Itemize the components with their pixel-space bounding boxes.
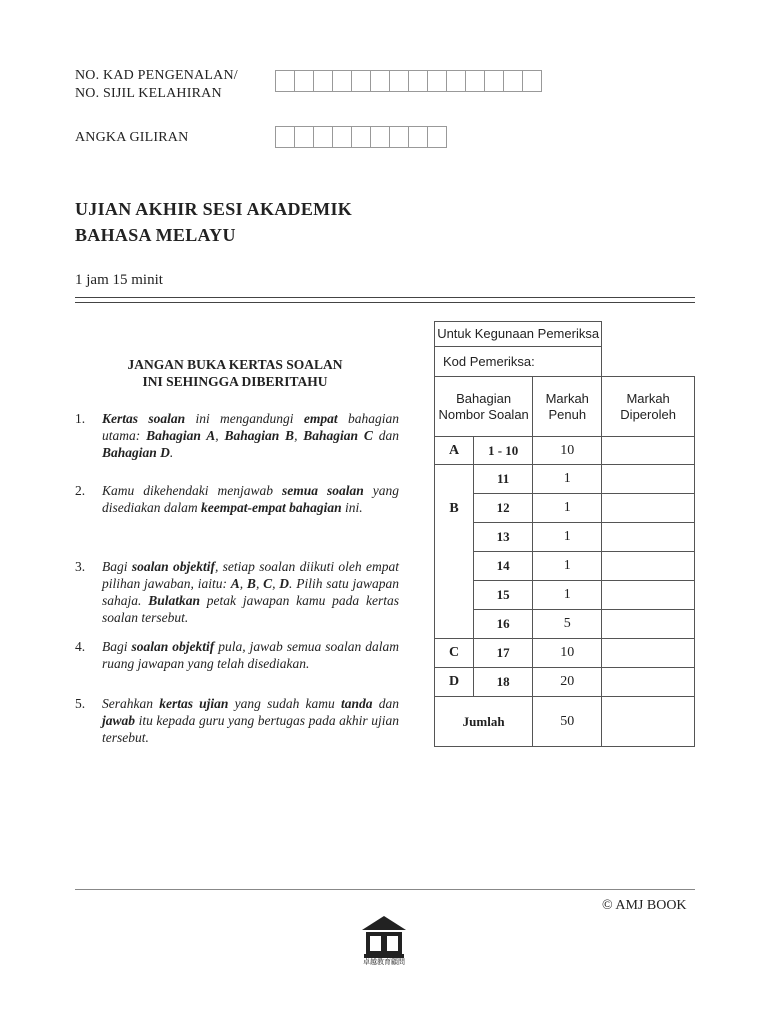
ic-label-line2: NO. SIJIL KELAHIRAN (75, 86, 222, 101)
instruction-number: 2. (75, 483, 86, 498)
marks-obtained-cell[interactable] (602, 523, 695, 552)
instruction-item (75, 482, 399, 516)
index-digit-box[interactable] (389, 126, 409, 148)
examiner-table-title: Untuk Kegunaan Pemeriksa (435, 322, 602, 347)
full-marks-cell: 10 (533, 437, 602, 465)
index-digit-box[interactable] (294, 126, 314, 148)
examiner-table-row (435, 494, 695, 523)
full-marks-cell: 1 (533, 552, 602, 581)
full-marks-cell: 1 (533, 465, 602, 494)
ic-digit-box[interactable] (351, 70, 371, 92)
ic-digit-box[interactable] (313, 70, 333, 92)
instruction-item (75, 410, 399, 461)
examiner-table-row (435, 581, 695, 610)
ic-digit-box[interactable] (389, 70, 409, 92)
section-cell: D (435, 668, 474, 697)
instruction-number: 4. (75, 639, 86, 654)
question-number-cell: 17 (474, 639, 533, 668)
ic-digit-box[interactable] (465, 70, 485, 92)
marks-obtained-cell[interactable] (602, 437, 695, 465)
col-header-full-marks: Markah Penuh (533, 377, 602, 437)
ic-digit-box[interactable] (503, 70, 523, 92)
ic-digit-box[interactable] (446, 70, 466, 92)
ic-digit-box[interactable] (522, 70, 542, 92)
index-number-label: ANGKA GILIRAN (75, 130, 189, 145)
section-cell: B (435, 465, 474, 639)
examiner-code-label: Kod Pemeriksa: (435, 347, 602, 377)
marks-obtained-cell[interactable] (602, 610, 695, 639)
question-number-cell: 11 (474, 465, 533, 494)
marks-obtained-cell[interactable] (602, 552, 695, 581)
total-label: Jumlah (435, 697, 533, 747)
full-marks-cell: 1 (533, 523, 602, 552)
index-digit-box[interactable] (275, 126, 295, 148)
examiner-table-row (435, 552, 695, 581)
examiner-table-row (435, 465, 695, 494)
total-marks-obtained[interactable] (602, 697, 695, 747)
marks-obtained-cell[interactable] (602, 668, 695, 697)
full-marks-cell: 1 (533, 581, 602, 610)
marks-obtained-cell[interactable] (602, 465, 695, 494)
logo-caption: 卓越教育顧問 (363, 958, 405, 966)
ic-digit-box[interactable] (427, 70, 447, 92)
ic-digit-box[interactable] (370, 70, 390, 92)
instruction-item (75, 558, 399, 626)
examiner-table-row (435, 437, 695, 465)
index-digit-box[interactable] (408, 126, 428, 148)
instruction-text: Bagi soalan objektif pula, jawab semua soalan dalam ruang jawapan yang telah disediakan. (102, 639, 399, 671)
index-digit-box[interactable] (427, 126, 447, 148)
marks-obtained-cell[interactable] (602, 494, 695, 523)
ic-digit-box[interactable] (294, 70, 314, 92)
ic-digit-box[interactable] (275, 70, 295, 92)
ic-digit-box[interactable] (408, 70, 428, 92)
index-digit-box[interactable] (370, 126, 390, 148)
instruction-item (75, 638, 399, 672)
index-digit-box[interactable] (351, 126, 371, 148)
instruction-number: 3. (75, 559, 86, 574)
instruction-text: Kamu dikehendaki menjawab semua soalan yang disediakan dalam keempat-empat bahagian ini. (102, 483, 399, 515)
examiner-table-row (435, 639, 695, 668)
col-header-section: Bahagian Nombor Soalan (435, 377, 533, 437)
ic-digit-box[interactable] (484, 70, 504, 92)
instruction-text: Bagi soalan objektif, setiap soalan diikuti oleh empat pilihan jawaban, iaitu: A, B, C, D. Pilih satu jawapan sahaja. Bulatkan petak jawapan kamu pada kertas soalan tersebut. (102, 559, 400, 625)
question-number-cell: 12 (474, 494, 533, 523)
divider-bottom (75, 302, 695, 303)
question-number-cell: 13 (474, 523, 533, 552)
instruction-item (75, 695, 399, 746)
instructions-heading-line1: JANGAN BUKA KERTAS SOALAN (127, 357, 343, 372)
instructions-heading (100, 356, 370, 390)
exam-title-line1: UJIAN AKHIR SESI AKADEMIK (75, 199, 353, 219)
index-number-boxes[interactable] (275, 126, 446, 148)
full-marks-cell: 10 (533, 639, 602, 668)
examiner-table-row (435, 523, 695, 552)
index-digit-box[interactable] (332, 126, 352, 148)
footer-divider (75, 889, 695, 890)
examiner-table-row (435, 668, 695, 697)
col-header-marks-obtained: Markah Diperoleh (602, 377, 695, 437)
instruction-text: Serahkan kertas ujian yang sudah kamu tanda dan jawab itu kepada guru yang bertugas pada akhir ujian tersebut. (102, 696, 399, 745)
copyright-text: © AMJ BOOK (602, 898, 687, 913)
total-full-marks: 50 (533, 697, 602, 747)
full-marks-cell: 5 (533, 610, 602, 639)
instruction-text: Kertas soalan ini mengandungi empat bahagian utama: Bahagian A, Bahagian B, Bahagian C dan Bahagian D. (102, 411, 399, 460)
question-number-cell: 1 - 10 (474, 437, 533, 465)
ic-label (75, 67, 238, 103)
section-cell: C (435, 639, 474, 668)
question-number-cell: 14 (474, 552, 533, 581)
instruction-number: 1. (75, 411, 86, 426)
question-number-cell: 15 (474, 581, 533, 610)
examiner-table-row (435, 610, 695, 639)
question-number-cell: 16 (474, 610, 533, 639)
marks-obtained-cell[interactable] (602, 639, 695, 668)
exam-duration: 1 jam 15 minit (75, 272, 163, 288)
ic-number-boxes[interactable] (275, 70, 541, 92)
exam-title (75, 196, 352, 248)
instructions-heading-line2: INI SEHINGGA DIBERITAHU (142, 374, 328, 389)
marks-obtained-cell[interactable] (602, 581, 695, 610)
ic-label-line1: NO. KAD PENGENALAN/ (75, 68, 238, 83)
index-digit-box[interactable] (313, 126, 333, 148)
section-cell: A (435, 437, 474, 465)
instruction-number: 5. (75, 696, 86, 711)
exam-title-line2: BAHASA MELAYU (75, 225, 236, 245)
full-marks-cell: 20 (533, 668, 602, 697)
ic-digit-box[interactable] (332, 70, 352, 92)
full-marks-cell: 1 (533, 494, 602, 523)
question-number-cell: 18 (474, 668, 533, 697)
divider-top (75, 297, 695, 298)
examiner-table (434, 321, 695, 747)
